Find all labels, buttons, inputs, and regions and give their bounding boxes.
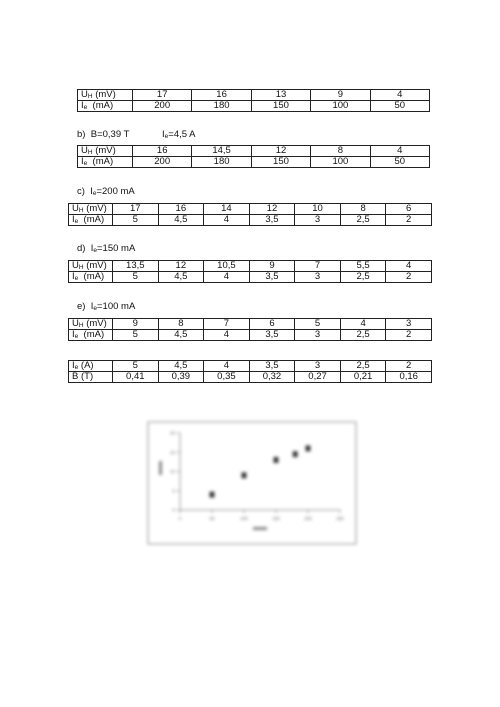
table-cell: 180 — [192, 101, 251, 112]
y-axis-label — [159, 461, 162, 475]
table-row — [69, 372, 432, 383]
table-row — [69, 215, 432, 226]
table-cell: 5 — [113, 330, 159, 341]
x-tick-label: 150 — [272, 516, 280, 521]
table-cell: 4,5 — [158, 361, 204, 372]
table-cell: 3,5 — [249, 272, 295, 283]
table-c — [68, 203, 432, 226]
row-header — [78, 146, 133, 157]
table-cell: 14,5 — [192, 146, 251, 157]
y-tick-label: 10 — [169, 469, 175, 474]
table-cell: 200 — [133, 101, 192, 112]
table-cell: 7 — [204, 319, 250, 330]
table-cell: 5 — [295, 319, 341, 330]
row-header-label: U — [72, 318, 79, 329]
table-f — [68, 360, 432, 383]
row-header — [78, 90, 133, 101]
table-row — [78, 90, 430, 101]
table-cell: 3 — [386, 319, 432, 330]
row-header-subscript: e — [74, 333, 79, 340]
table-cell: 7 — [295, 261, 341, 272]
row-header — [78, 101, 133, 112]
row-header-unit: (mA) — [87, 100, 114, 111]
table-row — [78, 146, 430, 157]
table-row — [69, 330, 432, 341]
x-axis-label — [253, 527, 267, 530]
row-header-unit: (mV) — [92, 89, 116, 100]
row-header-subscript: H — [87, 93, 93, 100]
table-cell: 4,5 — [158, 330, 204, 341]
table-row — [69, 272, 432, 283]
row-header-unit: (mV) — [83, 203, 107, 214]
table-cell: 13,5 — [113, 261, 159, 272]
row-header-unit: (mA) — [78, 329, 105, 340]
caption-d-value: =150 mA — [97, 243, 136, 254]
table-cell: 8 — [311, 146, 370, 157]
table-cell: 100 — [311, 101, 370, 112]
table-b — [77, 145, 430, 168]
caption-c-prefix: c) — [77, 186, 85, 197]
row-header-subscript: e — [83, 160, 88, 167]
row-header-label: I — [81, 156, 84, 167]
table-cell: 10,5 — [204, 261, 250, 272]
y-tick-label: 0 — [172, 507, 175, 513]
row-header-unit: (mA) — [78, 271, 105, 282]
table-cell: 4 — [204, 361, 250, 372]
table-cell: 3 — [295, 272, 341, 283]
caption-b-current-value: =4,5 A — [168, 129, 196, 140]
table-cell: 2 — [386, 272, 432, 283]
table-cell: 180 — [192, 157, 251, 168]
table-cell: 3 — [295, 215, 341, 226]
table-row — [69, 261, 432, 272]
table-cell: 2 — [386, 330, 432, 341]
table-cell: 0,16 — [386, 372, 432, 383]
row-header — [69, 372, 113, 383]
table-cell: 150 — [251, 101, 310, 112]
table-cell: 8 — [158, 319, 204, 330]
y-tick-label: 5 — [172, 488, 175, 494]
table-cell: 3,5 — [249, 215, 295, 226]
table-cell: 12 — [158, 261, 204, 272]
caption-e-value: =100 mA — [97, 301, 136, 312]
row-header-label: U — [81, 89, 88, 100]
table-cell: 2,5 — [340, 330, 386, 341]
table-row — [69, 361, 432, 372]
table-row — [78, 101, 430, 112]
table-cell: 9 — [113, 319, 159, 330]
row-header-subscript: H — [78, 264, 84, 271]
table-cell: 0,41 — [113, 372, 159, 383]
table-row — [69, 319, 432, 330]
table-cell: 3 — [295, 361, 341, 372]
table-cell: 4 — [370, 90, 429, 101]
table-cell: 4 — [386, 261, 432, 272]
table-cell: 9 — [249, 261, 295, 272]
table-cell: 0,21 — [340, 372, 386, 383]
table-cell: 10 — [295, 204, 341, 215]
caption-c-value: =200 mA — [96, 186, 135, 197]
row-header-label: I — [81, 100, 84, 111]
x-tick-label: 50 — [209, 516, 215, 521]
data-point — [274, 457, 279, 463]
x-tick-label: 0 — [178, 516, 182, 521]
row-header — [69, 330, 113, 341]
table-cell: 5 — [113, 361, 159, 372]
table-cell: 6 — [386, 204, 432, 215]
table-cell: 2,5 — [340, 361, 386, 372]
table-cell: 4,5 — [158, 272, 204, 283]
table-cell: 200 — [133, 157, 192, 168]
table-cell: 4 — [204, 215, 250, 226]
table-cell: 8 — [340, 204, 386, 215]
row-header-unit: (mV) — [83, 318, 107, 329]
row-header-subscript: e — [83, 104, 88, 111]
caption-c-label: I — [90, 186, 93, 197]
blurred-chart — [147, 421, 357, 545]
table-cell: 17 — [133, 90, 192, 101]
table-cell: 150 — [251, 157, 310, 168]
row-header-unit: (mV) — [83, 260, 107, 271]
caption-b-prefix: b) — [77, 129, 86, 140]
row-header-subscript: e — [74, 218, 79, 225]
table-cell: 3,5 — [249, 330, 295, 341]
row-header-label: B (T) — [72, 371, 94, 382]
table-cell: 16 — [158, 204, 204, 215]
row-header-unit: (mA) — [87, 156, 114, 167]
table-cell: 2 — [386, 215, 432, 226]
table-cell: 100 — [311, 157, 370, 168]
row-header-subscript: H — [78, 207, 84, 214]
table-cell: 0,32 — [249, 372, 295, 383]
table-cell: 3 — [295, 330, 341, 341]
table-a — [77, 89, 430, 112]
row-header-unit: (mV) — [92, 145, 116, 156]
caption-d-sub: e — [93, 247, 97, 254]
table-cell: 5 — [113, 272, 159, 283]
row-header-label: I — [72, 214, 75, 225]
caption-d — [77, 243, 135, 255]
table-cell: 50 — [370, 157, 429, 168]
caption-e — [77, 301, 135, 313]
table-cell: 17 — [113, 204, 159, 215]
caption-e-prefix: e) — [77, 301, 86, 312]
table-cell: 13 — [251, 90, 310, 101]
data-point — [306, 445, 311, 451]
row-header-unit: (A) — [78, 360, 94, 371]
table-row — [69, 204, 432, 215]
x-tick-label: 250 — [336, 516, 344, 521]
row-header — [69, 215, 113, 226]
table-cell: 5 — [113, 215, 159, 226]
row-header-label: U — [72, 203, 79, 214]
table-cell: 6 — [249, 319, 295, 330]
caption-d-prefix: d) — [77, 243, 86, 254]
y-tick-label: 20 — [169, 430, 175, 436]
chart-frame — [148, 422, 356, 544]
table-cell: 2 — [386, 361, 432, 372]
data-point — [210, 492, 215, 498]
row-header-unit: (mA) — [78, 214, 105, 225]
table-cell: 4 — [370, 146, 429, 157]
row-header-subscript: H — [78, 322, 84, 329]
data-point — [242, 472, 247, 478]
table-cell: 12 — [249, 204, 295, 215]
row-header-label: U — [72, 260, 79, 271]
caption-b-field: B=0,39 T — [90, 129, 130, 140]
data-point — [293, 451, 298, 457]
row-header — [69, 361, 113, 372]
row-header — [69, 204, 113, 215]
table-row — [78, 157, 430, 168]
row-header-label: I — [72, 329, 75, 340]
table-cell: 14 — [204, 204, 250, 215]
y-tick-label: 15 — [169, 449, 175, 455]
table-cell: 0,35 — [204, 372, 250, 383]
caption-b-current-sub: e — [164, 133, 169, 140]
caption-c-sub: e — [92, 190, 97, 197]
table-cell: 16 — [192, 90, 251, 101]
table-cell: 4 — [204, 330, 250, 341]
row-header-label: I — [72, 271, 75, 282]
caption-b-current-label: I — [162, 129, 165, 140]
row-header-subscript: e — [74, 364, 79, 371]
row-header-subscript: H — [87, 149, 93, 156]
table-cell: 0,27 — [295, 372, 341, 383]
table-cell: 16 — [133, 146, 192, 157]
table-cell: 4 — [204, 272, 250, 283]
caption-e-sub: e — [93, 305, 97, 312]
caption-d-label: I — [90, 243, 94, 254]
table-cell: 0,39 — [158, 372, 204, 383]
table-cell: 3,5 — [249, 361, 295, 372]
table-cell: 4,5 — [158, 215, 204, 226]
x-tick-label: 100 — [240, 516, 248, 521]
row-header — [69, 261, 113, 272]
table-cell: 2,5 — [340, 272, 386, 283]
row-header — [69, 319, 113, 330]
table-cell: 5,5 — [340, 261, 386, 272]
row-header-label: U — [81, 145, 88, 156]
table-cell: 50 — [370, 101, 429, 112]
caption-c — [77, 186, 135, 198]
table-d — [68, 260, 432, 283]
caption-e-label: I — [90, 301, 94, 312]
table-cell: 2,5 — [340, 215, 386, 226]
row-header — [69, 272, 113, 283]
table-cell: 4 — [340, 319, 386, 330]
row-header-label: I — [72, 360, 75, 371]
row-header-subscript: e — [74, 275, 79, 282]
table-cell: 9 — [311, 90, 370, 101]
row-header — [78, 157, 133, 168]
table-e — [68, 318, 432, 341]
x-tick-label: 200 — [304, 516, 312, 521]
caption-b — [77, 129, 196, 141]
table-cell: 12 — [251, 146, 310, 157]
